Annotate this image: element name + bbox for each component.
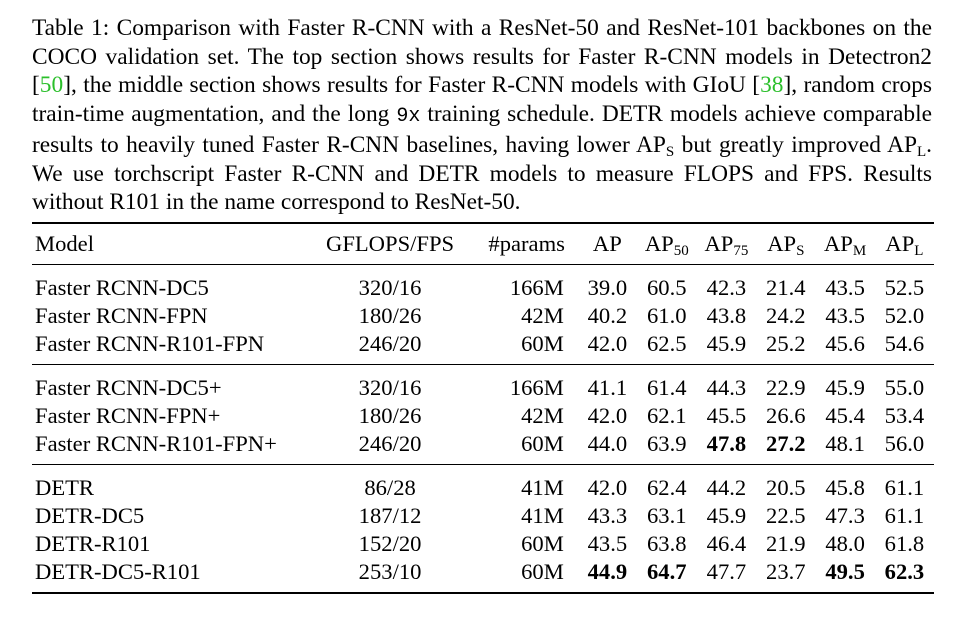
cell-apm-best: 49.5 bbox=[815, 558, 874, 593]
cell-model: Faster RCNN-R101-FPN+ bbox=[35, 430, 277, 456]
cell-params: 42M bbox=[521, 402, 564, 428]
header-apl: $AP_L$ bbox=[885, 230, 924, 259]
cell-apl: 54.6 bbox=[884, 330, 925, 356]
cell-model: DETR-R101 bbox=[35, 530, 151, 556]
cell-params: 166M bbox=[509, 274, 564, 300]
table-row bbox=[32, 464, 934, 502]
cell-aps: 21.9 bbox=[766, 530, 806, 556]
cell-params: 41M bbox=[476, 464, 578, 502]
cell-ap: 44.0 bbox=[587, 430, 628, 456]
cell-apm: 48.0 bbox=[825, 530, 865, 556]
cell-params: 60M bbox=[521, 430, 564, 456]
cell-ap: 41.1 bbox=[578, 364, 637, 402]
cell-model: Faster RCNN-DC5+ bbox=[32, 364, 305, 402]
table-row bbox=[32, 364, 934, 402]
citation-link[interactable]: 38 bbox=[760, 72, 784, 98]
cell-model: DETR-DC5 bbox=[35, 502, 145, 528]
table-row bbox=[32, 430, 934, 465]
caption-label: Table 1: bbox=[32, 15, 110, 41]
cell-model: Faster RCNN-DC5 bbox=[35, 274, 209, 300]
cell-ap50: 63.1 bbox=[646, 502, 687, 528]
header-apm: $AP_M$ bbox=[823, 230, 867, 259]
cell-apl: 53.4 bbox=[884, 402, 925, 428]
citation-link[interactable]: 50 bbox=[39, 72, 64, 98]
cell-model: Faster RCNN-FPN bbox=[35, 302, 208, 328]
cell-ap75: 42.3 bbox=[706, 274, 747, 300]
cell-apm: 45.8 bbox=[815, 464, 874, 502]
cell-ap75: 44.3 bbox=[697, 364, 757, 402]
cell-ap50: 62.4 bbox=[637, 464, 697, 502]
cell-aps: 22.5 bbox=[766, 502, 806, 528]
cell-aps-best: 27.2 bbox=[766, 430, 806, 456]
cell-ap50: 61.0 bbox=[646, 302, 687, 328]
cell-params: 41M bbox=[521, 502, 564, 528]
cell-flops: 246/20 bbox=[358, 430, 422, 456]
cell-aps: 25.2 bbox=[766, 330, 806, 356]
header-ap75: $AP_{75}$ bbox=[704, 230, 749, 259]
cell-ap50: 62.5 bbox=[646, 330, 687, 356]
header-flops: GFLOPS/FPS bbox=[326, 230, 455, 256]
cell-ap50: 62.1 bbox=[646, 402, 687, 428]
cell-params: 60M bbox=[521, 530, 564, 556]
cell-apl: 52.0 bbox=[884, 302, 925, 328]
cell-flops: 320/16 bbox=[305, 364, 476, 402]
cell-apm: 48.1 bbox=[825, 430, 865, 456]
table-row bbox=[32, 402, 934, 430]
cell-apm: 43.5 bbox=[825, 274, 865, 300]
table-row bbox=[32, 558, 934, 593]
cell-ap: 39.0 bbox=[587, 274, 628, 300]
table-row bbox=[32, 330, 934, 365]
cell-apl: 56.0 bbox=[884, 430, 925, 456]
cell-ap: 42.0 bbox=[587, 330, 628, 356]
cell-flops: 320/16 bbox=[358, 274, 422, 300]
cell-ap50: 63.8 bbox=[646, 530, 687, 556]
cell-ap75: 44.2 bbox=[697, 464, 757, 502]
cell-flops: 86/28 bbox=[305, 464, 476, 502]
cell-ap: 42.0 bbox=[587, 402, 628, 428]
table-header bbox=[32, 223, 934, 265]
cell-params: 42M bbox=[521, 302, 564, 328]
header-aps: $AP_S$ bbox=[767, 230, 805, 259]
cell-params: 60M bbox=[476, 558, 578, 593]
cell-ap: 43.3 bbox=[587, 502, 628, 528]
cell-aps: 21.4 bbox=[766, 274, 806, 300]
cell-apl: 52.5 bbox=[884, 274, 925, 300]
header-params: #params bbox=[488, 230, 565, 256]
cell-aps: 24.2 bbox=[766, 302, 806, 328]
inline-code: 9x bbox=[396, 104, 421, 128]
cell-ap50: 63.9 bbox=[646, 430, 687, 456]
header-ap50: $AP_{50}$ bbox=[644, 230, 689, 259]
cell-params: 60M bbox=[521, 330, 564, 356]
cell-flops: 246/20 bbox=[358, 330, 422, 356]
cell-flops: 180/26 bbox=[358, 302, 422, 328]
cell-apm: 45.4 bbox=[825, 402, 865, 428]
cell-apl: 61.1 bbox=[875, 464, 934, 502]
cell-aps: 23.7 bbox=[756, 558, 815, 593]
cell-apl: 61.8 bbox=[884, 530, 925, 556]
cell-ap75: 45.9 bbox=[706, 502, 747, 528]
cell-aps: 20.5 bbox=[756, 464, 815, 502]
cell-aps: 26.6 bbox=[766, 402, 806, 428]
cell-model: Faster RCNN-R101-FPN bbox=[35, 330, 265, 356]
header-ap: AP bbox=[592, 230, 622, 256]
cell-apm: 45.6 bbox=[825, 330, 865, 356]
cell-ap75: 45.5 bbox=[706, 402, 747, 428]
cell-apm: 45.9 bbox=[815, 364, 874, 402]
cell-params: 166M bbox=[476, 364, 578, 402]
cell-ap50: 61.4 bbox=[637, 364, 697, 402]
table-row bbox=[32, 530, 934, 558]
cell-ap75: 47.7 bbox=[697, 558, 757, 593]
cell-flops: 180/26 bbox=[358, 402, 422, 428]
cell-ap: 42.0 bbox=[578, 464, 637, 502]
table-row bbox=[32, 502, 934, 530]
results-table bbox=[32, 222, 934, 594]
cell-ap75: 46.4 bbox=[706, 530, 747, 556]
cell-model: DETR bbox=[32, 464, 305, 502]
header-row bbox=[32, 223, 934, 265]
cell-apm: 47.3 bbox=[825, 502, 865, 528]
cell-apl: 55.0 bbox=[875, 364, 934, 402]
table-row bbox=[32, 302, 934, 330]
cell-apl: 61.1 bbox=[884, 502, 925, 528]
cell-flops: 152/20 bbox=[358, 530, 422, 556]
table-caption: Table 1: Comparison with Faster R-CNN with a ResNet-50 and ResNet-101 backbones on the COCO validation set. The top section shows results for Faster R-CNN models in Detectron2 [50], the middle section shows results for Faster R-CNN models with GIoU [38], random crops train-time augmentation, and the long 9x training schedule. DETR models achieve comparable results to heavily tuned Faster R-CNN baselines, having lower $AP_S$ but greatly improved $AP_L$. We use torchscript Faster R-CNN and DETR models to measure FLOPS and FPS. Results without R101 in the name correspond to ResNet-50. bbox=[32, 15, 932, 215]
cell-ap75: 43.8 bbox=[706, 302, 747, 328]
cell-ap75: 45.9 bbox=[706, 330, 747, 356]
cell-ap: 43.5 bbox=[587, 530, 628, 556]
table-section-giou bbox=[32, 364, 934, 464]
cell-flops: 187/12 bbox=[358, 502, 422, 528]
cell-ap: 40.2 bbox=[587, 302, 628, 328]
table-section-detr bbox=[32, 464, 934, 593]
cell-model: Faster RCNN-FPN+ bbox=[35, 402, 221, 428]
table-row bbox=[32, 264, 934, 302]
cell-ap50: 60.5 bbox=[646, 274, 687, 300]
table-section-detectron2 bbox=[32, 264, 934, 364]
header-model: Model bbox=[35, 230, 94, 256]
cell-ap50-best: 64.7 bbox=[637, 558, 697, 593]
cell-aps: 22.9 bbox=[756, 364, 815, 402]
cell-apm: 43.5 bbox=[825, 302, 865, 328]
cell-ap75-best: 47.8 bbox=[706, 430, 747, 456]
cell-apl-best: 62.3 bbox=[875, 558, 934, 593]
cell-ap-best: 44.9 bbox=[578, 558, 637, 593]
cell-model: DETR-DC5-R101 bbox=[32, 558, 305, 593]
cell-flops: 253/10 bbox=[305, 558, 476, 593]
